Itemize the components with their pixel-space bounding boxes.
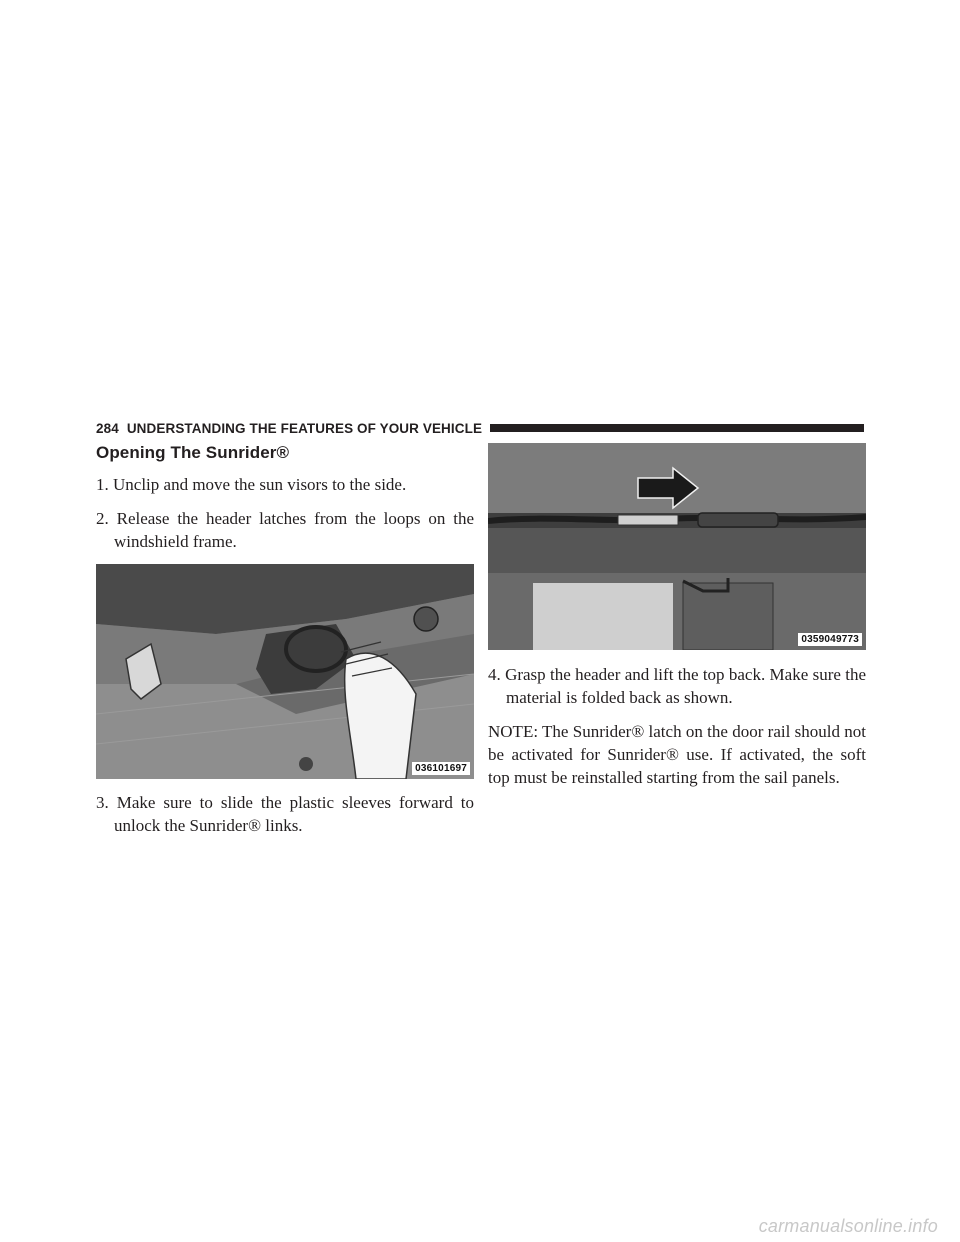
watermark: carmanualsonline.info [758, 1216, 938, 1236]
section-title: Opening The Sunrider® [96, 443, 290, 462]
page-number: 284 [96, 420, 119, 436]
right-column [488, 443, 866, 789]
figure-header-lift [488, 443, 866, 650]
header-rule [490, 424, 864, 432]
figure-code-1: 036101697 [412, 762, 470, 775]
step-4: 4. Grasp the header and lift the top back. Make sure the material is folded back as shown. [488, 665, 866, 707]
header-section-title: UNDERSTANDING THE FEATURES OF YOUR VEHICLE [126, 420, 483, 436]
step-2: 2. Release the header latches from the loops on the windshield frame. [96, 509, 474, 551]
header-lift-illustration [488, 443, 866, 650]
note-label: NOTE: [488, 722, 539, 741]
header-latch-illustration [96, 564, 474, 779]
left-column [96, 443, 474, 848]
note-paragraph [488, 720, 866, 789]
figure-header-latch [96, 564, 474, 779]
page-header [96, 420, 864, 436]
note-text: The Sunrider® latch on the door rail should not be activated for Sunrider® use. If activated, the soft top must be reinstalled starting from the sail panels. [488, 722, 866, 787]
figure-code-2: 0359049773 [798, 633, 862, 646]
step-3: 3. Make sure to slide the plastic sleeves forward to unlock the Sunrider® links. [96, 793, 474, 835]
step-1: 1. Unclip and move the sun visors to the side. [96, 475, 407, 494]
